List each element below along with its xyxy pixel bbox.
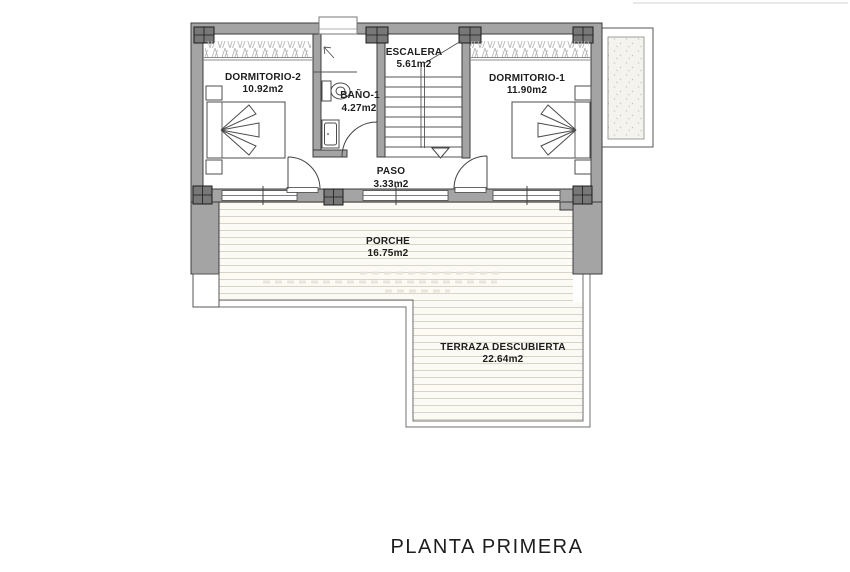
door-dorm1 xyxy=(454,156,487,189)
side-terrace xyxy=(602,28,653,147)
label-porche-area: 16.75m2 xyxy=(367,248,409,259)
nightstand xyxy=(575,160,591,174)
label-dormitorio1-area: 11.90m2 xyxy=(506,85,548,96)
column xyxy=(459,27,481,43)
bed-dorm2 xyxy=(206,86,285,174)
shower-arrow-icon xyxy=(324,47,334,58)
door-leaf-right xyxy=(455,188,486,193)
column xyxy=(324,189,343,205)
bath-window xyxy=(319,17,357,34)
side-terrace-stipple xyxy=(608,37,644,139)
stair-direction-arrow xyxy=(432,148,449,158)
label-paso-area: 3.33m2 xyxy=(373,179,409,190)
nightstand xyxy=(575,86,591,100)
label-bano1-name: BAÑO-1 xyxy=(340,90,380,101)
label-dormitorio2-area: 10.92m2 xyxy=(242,84,284,95)
nightstand xyxy=(206,160,222,174)
label-escalera-area: 5.61m2 xyxy=(396,59,432,70)
column xyxy=(193,186,212,204)
porch-wall-left xyxy=(191,202,219,274)
label-escalera-name: ESCALERA xyxy=(385,47,443,58)
porch-pillar-base xyxy=(193,274,219,307)
label-dormitorio1-name: DORMITORIO-1 xyxy=(488,73,566,84)
bed-dorm1 xyxy=(512,86,591,174)
porch-wall-right xyxy=(573,202,602,274)
column xyxy=(366,27,388,43)
label-paso-name: PASO xyxy=(376,166,406,177)
door-dorm2 xyxy=(288,157,320,189)
porch-wall-notch xyxy=(560,202,573,210)
wall-bath-left xyxy=(313,34,321,157)
label-terraza-name: TERRAZA DESCUBIERTA xyxy=(440,342,566,353)
stair-rail xyxy=(421,63,425,148)
label-bano1-area: 4.27m2 xyxy=(341,103,377,114)
closet-dorm1 xyxy=(470,41,589,57)
label-dormitorio2-name: DORMITORIO-2 xyxy=(224,72,302,83)
label-terraza-area: 22.64m2 xyxy=(482,354,524,365)
nightstand xyxy=(206,86,222,100)
label-porche-name: PORCHE xyxy=(366,236,410,247)
toilet-tank xyxy=(322,81,331,101)
closet-dorm2 xyxy=(205,41,311,57)
plan-title: PLANTA PRIMERA xyxy=(390,536,584,558)
column xyxy=(573,186,592,204)
column xyxy=(194,27,214,43)
door-leaf-left xyxy=(287,188,318,193)
column xyxy=(573,27,593,43)
wall-stairs-right xyxy=(462,34,470,158)
